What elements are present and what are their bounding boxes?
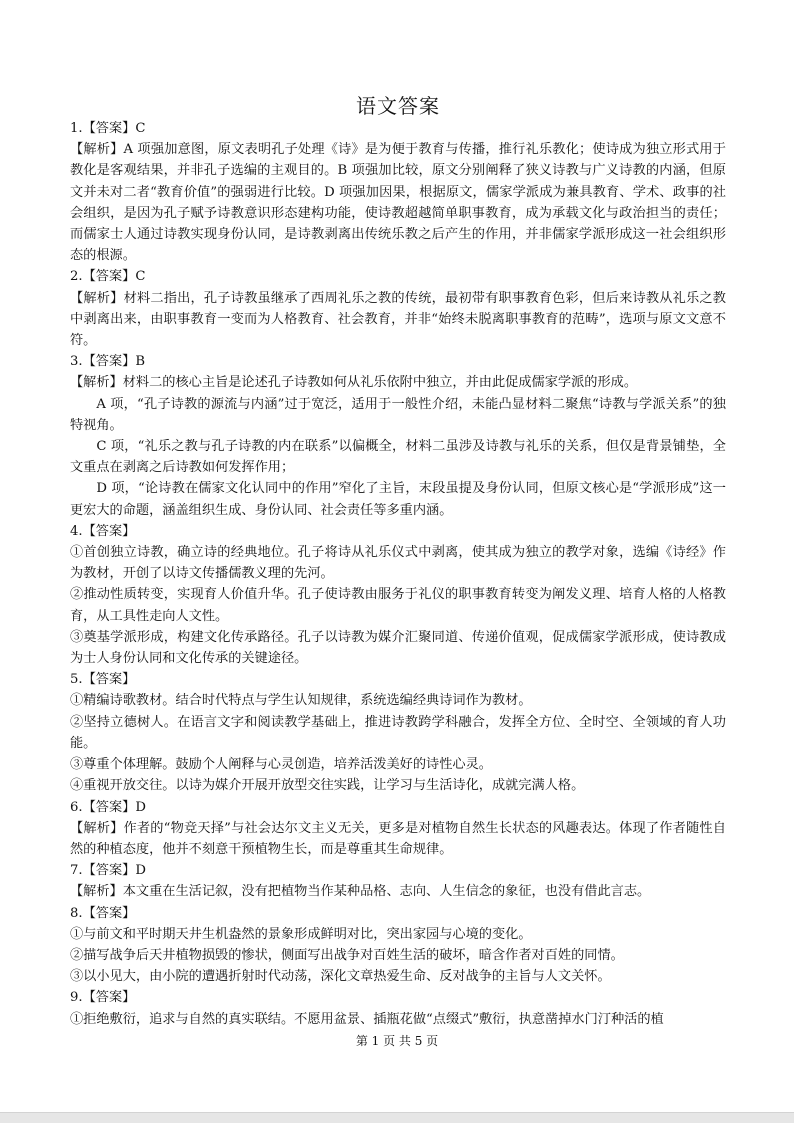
- analysis-q7: 【解析】本文重在生活记叙，没有把植物当作某种品格、志向、人生信念的象征，也没有借此言志。: [70, 884, 651, 900]
- answer-heading-q6: 6.【答案】D: [70, 799, 146, 815]
- answer-heading-q2: 2.【答案】C: [70, 269, 146, 285]
- analysis-q6: 【解析】作者的“物竞天择”与社会达尔文主义无关，更多是对植物自然生长状态的风趣表达。体现了作者随性自然的种植态度，他并不刻意干预植物生长，而是尊重其生命规律。: [70, 820, 726, 857]
- answer-heading-q9: 9.【答案】: [70, 990, 136, 1006]
- answer-q4-point-3: ③奠基学派形成，构建文化传承路径。孔子以诗教为媒介汇聚同道、传递价值观，促成儒家学派形成，使诗教成为士人身份认同和文化传承的关键途径。: [70, 629, 726, 667]
- answer-heading-q7: 7.【答案】D: [70, 863, 146, 879]
- answer-heading-q4: 4.【答案】: [70, 523, 136, 539]
- answer-heading-q8: 8.【答案】: [70, 905, 136, 921]
- answer-q9-point-1: ①拒绝敷衍，追求与自然的真实联结。不愿用盆景、插瓶花做“点缀式”敷衍，执意凿掉水门汀种活的植: [70, 1011, 664, 1027]
- answer-heading-q5: 5.【答案】: [70, 672, 136, 688]
- answer-q8-point-2: ②描写战争后天井植物损毁的惨状，侧面写出战争对百姓生活的破坏，暗含作者对百姓的同情。: [70, 947, 624, 963]
- page-title: 语文答案: [356, 94, 440, 118]
- answer-q5-point-4: ④重视开放交往。以诗为媒介开展开放型交往实践，让学习与生活诗化，成就完满人格。: [70, 778, 585, 794]
- analysis-q3-option-d: D 项，“论诗教在儒家文化认同中的作用”窄化了主旨，末段虽提及身份认同，但原文核心是“学派形成”这一更宏大的命题，涵盖组织生成、身份认同、社会责任等多重内涵。: [70, 481, 726, 518]
- analysis-q1: 【解析】A 项强加意图，原文表明孔子处理《诗》是为便于教育与传播，推行礼乐教化；使诗成为独立形式用于教化是客观结果，并非孔子选编的主观目的。B 项强加比较，原文分别阐释了狭义诗教与广义诗教的内涵，但原文并未对二者“教育价值”的强弱进行比较。D 项强加因果，根据原文，儒家学派成为兼具教育、学术、政事的社会组织，是因为孔子赋予诗教意识形态建构功能，使诗教超越简单职事教育，成为承载文化与政治担当的责任；而儒家士人通过诗教实现身份认同，是诗教剥离出传统乐教之后产生的作用，并非儒家学派形成这一社会组织形态的根源。: [70, 142, 726, 264]
- analysis-q3: 【解析】材料二的核心主旨是论述孔子诗教如何从礼乐依附中独立，并由此促成儒家学派的形成。: [70, 375, 638, 391]
- answer-q8-point-1: ①与前文和平时期天井生机盎然的景象形成鲜明对比，突出家园与心境的变化。: [70, 926, 532, 942]
- analysis-q3-option-a: A 项，“孔子诗教的源流与内涵”过于宽泛，适用于一般性介绍，未能凸显材料二聚焦“诗教与学派关系”的独特视角。: [70, 396, 726, 433]
- answer-q8-point-3: ③以小见大，由小院的遭遇折射时代动荡，深化文章热爱生命、反对战争的主旨与人文关怀。: [70, 969, 611, 985]
- answer-q5-point-3: ③尊重个体理解。鼓励个人阐释与心灵创造，培养活泼美好的诗性心灵。: [70, 757, 492, 773]
- answer-q4-point-1: ①首创独立诗教，确立诗的经典地位。孔子将诗从礼乐仪式中剥离，使其成为独立的教学对象，选编《诗经》作为教材，开创了以诗文传播儒教义理的先河。: [70, 545, 726, 582]
- answer-heading-q3: 3.【答案】B: [70, 354, 146, 370]
- analysis-q2: 【解析】材料二指出，孔子诗教虽继承了西周礼乐之教的传统，最初带有职事教育色彩，但后来诗教从礼乐之教中剥离出来，由职事教育一变而为人格教育、社会教育，并非“始终未脱离职事教育的范畴”，选项与原文文意不符。: [70, 290, 726, 349]
- viewer-bottom-scrollbar[interactable]: [0, 1112, 794, 1123]
- page-number-footer: 第 1 页 共 5 页: [355, 1034, 439, 1048]
- answer-q4-point-2: ②推动性质转变，实现育人价值升华。孔子使诗教由服务于礼仪的职事教育转变为阐发义理、培育人格的人格教育，从工具性走向人文性。: [70, 587, 726, 624]
- answer-q5-point-2: ②坚持立德树人。在语言文字和阅读教学基础上，推进诗教跨学科融合，发挥全方位、全时空、全领域的育人功能。: [70, 714, 726, 751]
- analysis-q3-option-c: C 项，“礼乐之教与孔子诗教的内在联系”以偏概全，材料二虽涉及诗教与礼乐的关系，但仅是背景铺垫，全文重点在剥离之后诗教如何发挥作用；: [70, 439, 726, 476]
- answer-heading-q1: 1.【答案】C: [70, 121, 146, 136]
- answer-q5-point-1: ①精编诗歌教材。结合时代特点与学生认知规律，系统选编经典诗词作为教材。: [70, 693, 532, 709]
- answer-body: [70, 118, 726, 1030]
